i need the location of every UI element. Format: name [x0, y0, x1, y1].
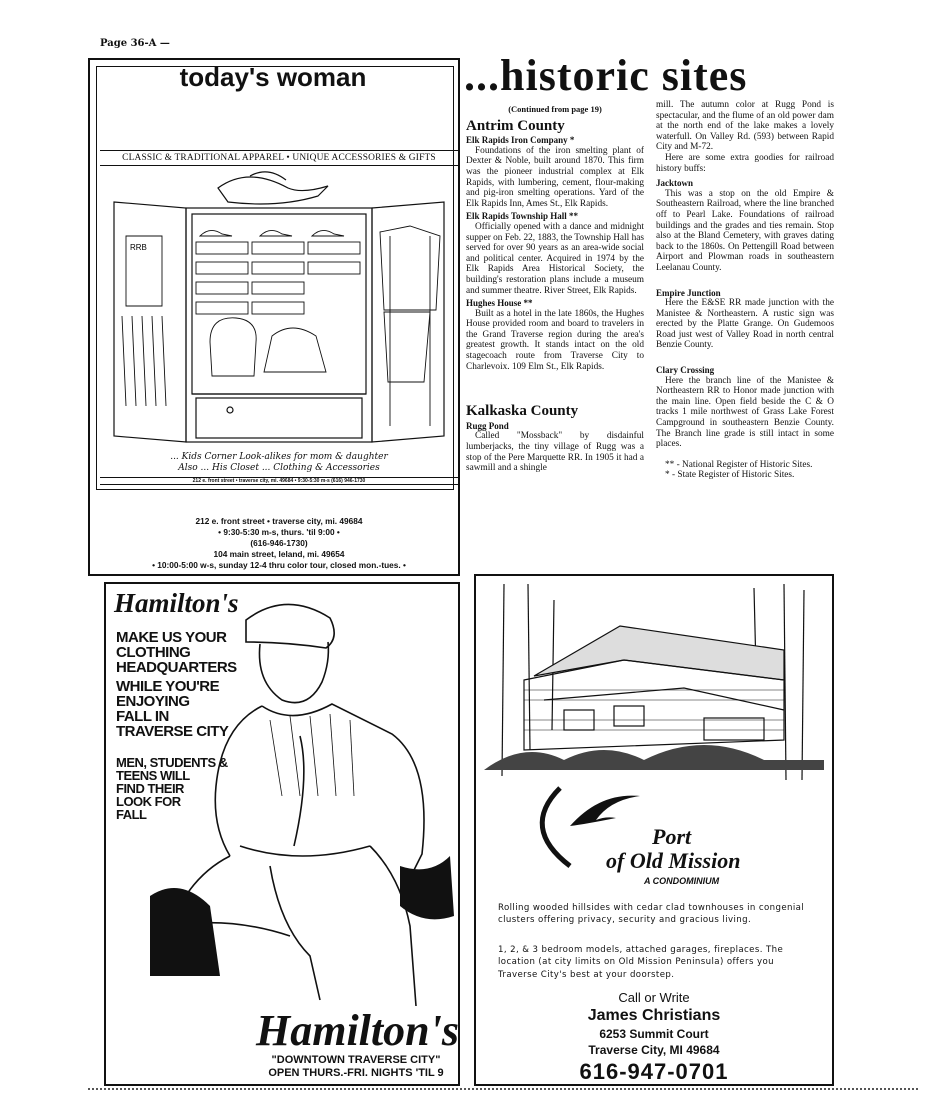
hamiltons-tagline: "DOWNTOWN TRAVERSE CITY"	[271, 1054, 441, 1066]
port-paragraph-1: Rolling wooded hillsides with cedar clad townhouses in congenial clusters offering privacy, security and gracious living.	[498, 903, 805, 926]
svg-text:RRB: RRB	[130, 243, 147, 252]
address-line: (616-946-1730)	[250, 538, 308, 548]
address-line: 212 e. front street • traverse city, mi. 49684	[195, 516, 363, 526]
hamiltons-hours: OPEN THURS.-FRI. NIGHTS 'TIL 9	[268, 1067, 444, 1079]
seated-man-illustration	[150, 596, 456, 1010]
continued-note: (Continued from page 19)	[508, 104, 602, 114]
hamiltons-logo-bottom: Hamilton's	[256, 1006, 459, 1055]
address-line: 104 main street, leland, mi. 49654	[213, 549, 345, 559]
footnote: ** - National Register of Historic Sites.	[665, 459, 813, 470]
entry-name: Rugg Pond	[466, 420, 509, 431]
port-name-line2: of Old Mission	[606, 848, 741, 873]
address-line: • 10:00-5:00 w-s, sunday 12-4 thru color tour, closed mon.-tues. •	[152, 560, 406, 570]
subhead-line: LOOK FOR	[116, 794, 181, 809]
wardrobe-illustration	[100, 166, 458, 450]
entry-name: Elk Rapids Iron Company *	[466, 135, 575, 146]
entry-text: Here the E&SE RR made junction with the Manistee & Northeastern. A rustic sign was erected by the Platte Grange. On Gudemoos Road just west of Valley Road in north central Benzie County.	[656, 298, 834, 351]
todays-woman-title: today's woman	[179, 62, 367, 92]
col2-intro: mill. The autumn color at Rugg Pond is spectacular, and the flume of an old power dam at the north end of the lake makes a lovely waterfull. On Valley Rd. (593) between Rapid City and M-72.	[656, 100, 834, 153]
article-column-1	[466, 104, 644, 474]
townhouse-illustration	[484, 580, 824, 780]
entry-name: Empire Junction	[656, 287, 721, 298]
entry-text: This was a stop on the old Empire & Southeastern Railroad, where the line branched off to Pearl Lake. Foundations of railroad buildings and the grades and ties remain. Stop also at the Bland Cemetery, with graves dating back to the 1860s. On Pettengill Road between Airport and Plowman roads in southeastern Leelanau County.	[656, 188, 834, 273]
kalkaska-heading: Kalkaska County	[466, 403, 579, 420]
port-paragraph-2: 1, 2, & 3 bedroom models, attached garages, fireplaces. The location (at city limits on Old Mission Peninsula) offers you Traverse City's best at your doorstep.	[498, 945, 784, 980]
port-phone: 616-947-0701	[579, 1059, 729, 1084]
todays-woman-caption	[100, 452, 458, 474]
article-column-2	[656, 100, 834, 481]
article-title: ...historic sites	[464, 51, 748, 100]
entry-name: Hughes House **	[466, 298, 533, 309]
headline-line: WHILE YOU'RE	[116, 678, 220, 695]
todays-woman-address	[100, 516, 458, 571]
antrim-heading: Antrim County	[466, 117, 565, 134]
headline-line: TRAVERSE CITY	[116, 723, 229, 740]
subhead-line: FIND THEIR	[116, 781, 184, 796]
entry-text: Here the branch line of the Manistee & Northeastern RR to Honor made junction with the main line. Open field beside the C & O tracks 1 mile northwest of Grass Lake Forest Campground in southeastern Benzie County. The Branch line grade is still intact in some places.	[656, 375, 834, 450]
todays-woman-strapline: CLASSIC & TRADITIONAL APPAREL • UNIQUE ACCESSORIES & GIFTS	[100, 150, 458, 166]
address-line: • 9:30-5:30 m-s, thurs. 'til 9:00 •	[218, 527, 340, 537]
headline-line: ENJOYING	[116, 693, 190, 710]
entry-name: Elk Rapids Township Hall **	[466, 211, 579, 222]
entry-text: Built as a hotel in the late 1860s, the Hughes House provided room and board to travelers in the Grand Traverse region during the area's greatest growth. It stands intact on the old stagecoach route from Traverse City to Charlevoix. 109 Elm St., Elk Rapids.	[466, 308, 644, 372]
caption-line-2: Also ... His Closet ... Clothing & Accessories	[178, 463, 380, 473]
entry-name: Clary Crossing	[656, 365, 715, 376]
port-contact-name: James Christians	[587, 1007, 721, 1024]
headline-line: FALL IN	[116, 708, 169, 725]
headline-line: MAKE US YOUR	[116, 629, 227, 646]
port-subtitle: A CONDOMINIUM	[644, 876, 720, 886]
page-label: Page 36-A —	[100, 38, 170, 49]
subhead-line: TEENS WILL	[116, 768, 190, 783]
headline-line: CLOTHING	[116, 644, 191, 661]
col2-extra: Here are some extra goodies for railroad history buffs:	[656, 152, 834, 174]
entry-text: Called "Mossback" by disdainful lumberjacks, the tiny village of Rugg was a stop of the Pere Marquette RR. In 1905 it had a sawmill and a shingle	[466, 431, 644, 474]
subhead-line: MEN, STUDENTS &	[116, 755, 228, 770]
todays-woman-fine-print: 212 e. front street • traverse city, mi. 49684 • 9:30-5:30 m-s (616) 946-1730	[100, 477, 458, 485]
port-street: 6253 Summit Court	[599, 1027, 709, 1041]
headline-line: HEADQUARTERS	[116, 659, 237, 676]
caption-line-1: ... Kids Corner Look-alikes for mom & daughter	[170, 452, 388, 462]
port-city: Traverse City, MI 49684	[588, 1043, 720, 1057]
entry-name: Jacktown	[656, 178, 694, 189]
port-call: Call or Write	[618, 990, 690, 1005]
port-name-line1: Port	[652, 824, 692, 849]
entry-text: Foundations of the iron smelting plant of Dexter & Noble, built around 1870. This firm was the pioneer industrial complex at Elk Rapids, with lumbering, cement, flour-making and pig-iron smelting operations. Yard of the Elk Rapids Inn, Ames St., Elk Rapids.	[466, 145, 644, 209]
bottom-dotted-rule	[88, 1088, 918, 1090]
entry-text: Officially opened with a dance and midnight supper on Feb. 22, 1883, the Township Hall has served for over 90 years as an area-wide social and political center. Acquired in 1974 by the Elk Rapids Area Historical Society, the building's restoration plans include a museum and summer theatre. River Street, Elk Rapids.	[466, 221, 644, 296]
hamiltons-logo-top: Hamilton's	[114, 588, 239, 618]
footnote: * - State Register of Historic Sites.	[665, 470, 795, 481]
subhead-line: FALL	[116, 807, 147, 822]
